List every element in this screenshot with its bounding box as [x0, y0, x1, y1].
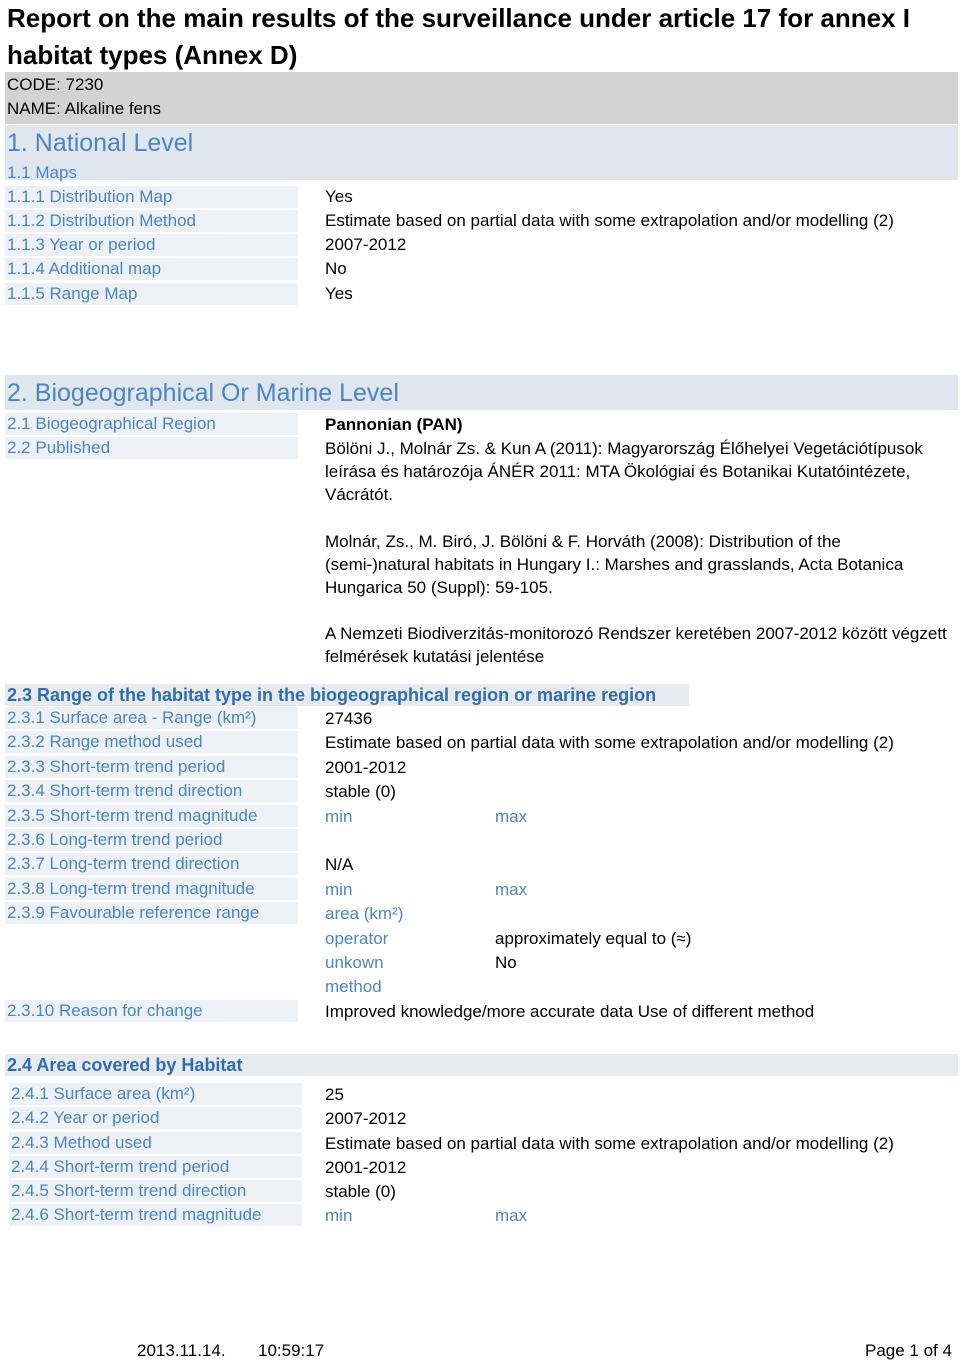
habitat-name: NAME: Alkaline fens: [7, 99, 162, 118]
range-row-label: 2.3.8 Long-term trend magnitude: [5, 878, 298, 900]
range-row-label: 2.3.5 Short-term trend magnitude: [5, 805, 298, 827]
range-row-label: 2.3.10 Reason for change: [5, 1000, 298, 1022]
region-value: Pannonian (PAN): [325, 415, 463, 434]
national-row-value: 2007-2012: [325, 235, 407, 254]
range-row-value: N/A: [325, 855, 354, 874]
national-row-label: 1.1.4 Additional map: [5, 258, 298, 280]
national-row-value: Estimate based on partial data with some extrapolation and/or modelling (2): [325, 211, 894, 230]
published-reference: Bölöni J., Molnár Zs. & Kun A (2011): Magyarország Élőhelyei Vegetációtípusok leírása és határozója ÁNÉR 2011: MTA Ökológiai és Botanikai Kutatóintézete, Vácrátót.: [325, 439, 923, 504]
footer-page-number: Page 1 of 4: [865, 1341, 952, 1360]
magnitude-max: max: [495, 807, 528, 826]
area-row-value: Estimate based on partial data with some extrapolation and/or modelling (2): [325, 1134, 894, 1153]
range-row-label: 2.3.7 Long-term trend direction: [5, 853, 298, 875]
range-row-label: 2.3.1 Surface area - Range (km²): [5, 707, 298, 729]
area-row-label: 2.4.1 Surface area (km²): [9, 1083, 302, 1105]
area-row-label: 2.4.2 Year or period: [9, 1107, 302, 1129]
frr-area-label: area (km²): [325, 904, 404, 923]
area-row-label: 2.4.6 Short-term trend magnitude: [9, 1204, 302, 1226]
range-row-value: Improved knowledge/more accurate data Use of different method: [325, 1002, 815, 1021]
national-row-value: Yes: [325, 187, 353, 206]
national-heading: 1. National Level: [7, 129, 194, 157]
range-row-label: 2.3.9 Favourable reference range: [5, 902, 298, 924]
published-reference: A Nemzeti Biodiverzitás-monitorozó Rendszer keretében 2007-2012 között végzett felmérések kutatási jelentése: [325, 624, 947, 666]
range-row-value: 2001-2012: [325, 758, 407, 777]
range-row-value: Estimate based on partial data with some extrapolation and/or modelling (2): [325, 733, 894, 752]
frr-operator-value: approximately equal to (≈): [495, 929, 692, 948]
national-row-label: 1.1.2 Distribution Method: [5, 210, 298, 232]
report-title: Report on the main results of the surveillance under article 17 for annex I habitat types (Annex D): [7, 3, 911, 70]
area-row-value: 25: [325, 1085, 344, 1104]
range-row-value: 27436: [325, 709, 373, 728]
area-row-value: 2001-2012: [325, 1158, 407, 1177]
national-row-label: 1.1.5 Range Map: [5, 283, 298, 305]
area-row-value: stable (0): [325, 1182, 396, 1201]
range-row-label: 2.3.2 Range method used: [5, 731, 298, 753]
published-reference: Molnár, Zs., M. Biró, J. Bölöni & F. Horváth (2008): Distribution of the (semi-)natural habitats in Hungary I.: Marshes and grasslands, Acta Botanica Hungarica 50 (Suppl): 59-105.: [325, 532, 904, 597]
area-row-label: 2.4.4 Short-term trend period: [9, 1156, 302, 1178]
published-label: 2.2 Published: [5, 437, 298, 459]
area-row-label: 2.4.3 Method used: [9, 1132, 302, 1154]
habitat-code: CODE: 7230: [7, 75, 104, 94]
national-row-label: 1.1.3 Year or period: [5, 234, 298, 256]
range-row-label: 2.3.4 Short-term trend direction: [5, 780, 298, 802]
range-heading: 2.3 Range of the habitat type in the biogeographical region or marine region: [5, 684, 689, 706]
range-row-label: 2.3.3 Short-term trend period: [5, 756, 298, 778]
range-row-value: stable (0): [325, 782, 396, 801]
footer-date: 2013.11.14.: [137, 1341, 226, 1360]
national-row-label: 1.1.1 Distribution Map: [5, 186, 298, 208]
area-heading: 2.4 Area covered by Habitat: [5, 1054, 958, 1076]
maps-heading: 1.1 Maps: [7, 163, 77, 182]
national-row-value: Yes: [325, 284, 353, 303]
frr-operator-label: operator: [325, 929, 389, 948]
magnitude-min: min: [325, 807, 353, 826]
biogeo-heading: 2. Biogeographical Or Marine Level: [7, 379, 399, 407]
area-row-value: 2007-2012: [325, 1109, 407, 1128]
magnitude-min: min: [325, 1206, 353, 1225]
area-row-label: 2.4.5 Short-term trend direction: [9, 1180, 302, 1202]
frr-unknown-value: No: [495, 953, 517, 972]
national-row-value: No: [325, 259, 347, 278]
magnitude-min: min: [325, 880, 353, 899]
magnitude-max: max: [495, 880, 528, 899]
range-row-label: 2.3.6 Long-term trend period: [5, 829, 298, 851]
footer-time: 10:59:17: [258, 1341, 325, 1360]
frr-unknown-label: unkown: [325, 953, 384, 972]
magnitude-max: max: [495, 1206, 528, 1225]
frr-method-label: method: [325, 977, 382, 996]
region-label: 2.1 Biogeographical Region: [5, 413, 298, 435]
